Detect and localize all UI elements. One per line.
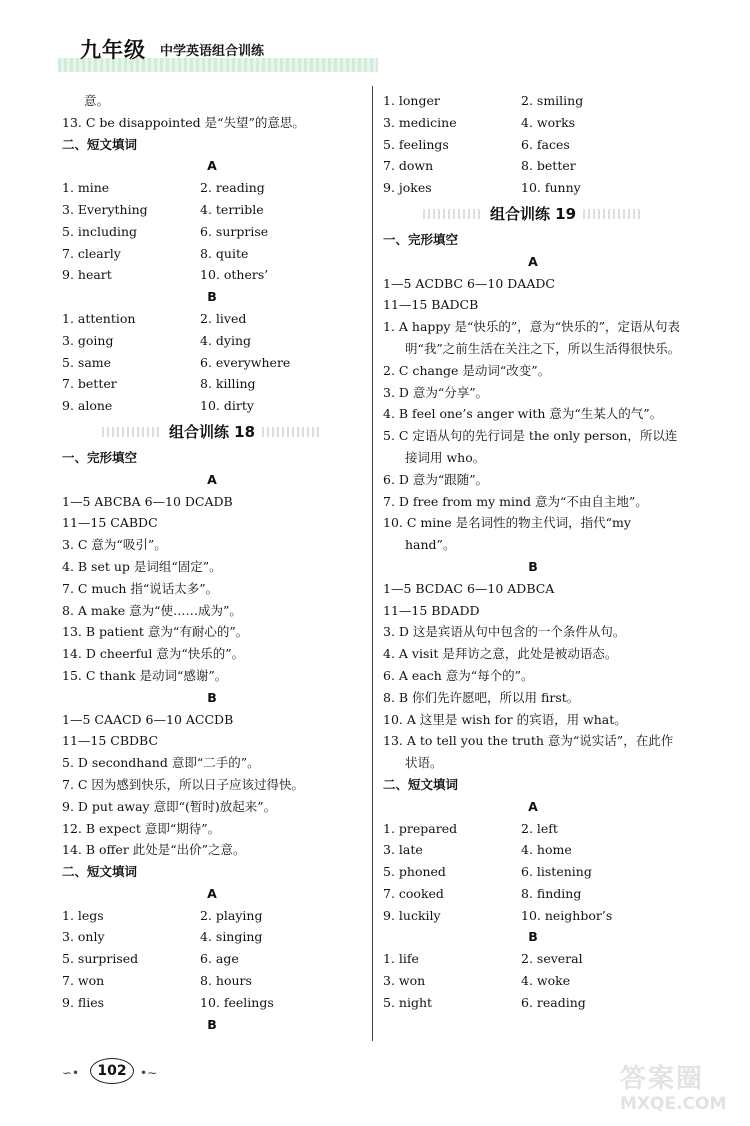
text-line: 意。 (84, 93, 110, 108)
answer: 7. clearly (62, 245, 121, 261)
answer: 8. finding (521, 885, 582, 901)
answer: 2. lived (200, 310, 247, 326)
answer-list (62, 905, 362, 1014)
page-header (58, 32, 388, 76)
explanation: 14. B offer 此处是“出价”之意。 (62, 842, 246, 858)
answer: 3. won (383, 973, 426, 989)
answer-row (62, 395, 362, 417)
answer-row (383, 90, 683, 112)
explanation: 7. C 因为感到快乐，所以日子应该过得快。 (62, 776, 304, 792)
answer-row (383, 861, 683, 883)
answer-key-line: 1—5 ABCBA 6—10 DCADB (62, 493, 233, 509)
answer: 10. others’ (200, 267, 269, 283)
answer-list (383, 818, 683, 927)
part-label: B (528, 929, 538, 945)
explanation: 4. A visit 是拜访之意，此处是被动语态。 (383, 646, 618, 662)
explanation: 15. C thank 是动词“感谢”。 (62, 667, 228, 683)
explanation: 7. C much 指“说话太多”。 (62, 580, 219, 596)
watermark (620, 1058, 740, 1118)
answer: 3. medicine (383, 114, 457, 130)
section-heading: 二、短文填词 (62, 136, 138, 152)
answer-row (62, 352, 362, 374)
answer: 7. down (383, 158, 434, 174)
answer: 6. surprise (200, 223, 269, 239)
answer: 5. night (383, 994, 433, 1010)
explanation: 8. A make 意为“使……成为”。 (62, 602, 242, 618)
answer-row (62, 221, 362, 243)
answer-row (383, 112, 683, 134)
section-heading: 一、完形填空 (62, 449, 138, 465)
answer-row (62, 199, 362, 221)
explanation: 13. B patient 意为“有耐心的”。 (62, 624, 249, 640)
right-column (383, 90, 683, 1014)
part-label: B (207, 689, 217, 705)
answer-key-line: 1—5 BCDAC 6—10 ADBCA (383, 580, 555, 596)
answer-row (62, 373, 362, 395)
answer: 3. late (383, 842, 423, 858)
explanation: 10. C mine 是名词性的物主代词，指代“my hand”。 (383, 515, 631, 553)
answer: 4. terrible (200, 201, 264, 217)
answer-row (383, 970, 683, 992)
answer-row (383, 992, 683, 1014)
answer-row (383, 948, 683, 970)
answer: 6. reading (521, 994, 586, 1010)
explanation: 12. B expect 意即“期待”。 (62, 820, 221, 836)
explanation: 4. B set up 是词组“固定”。 (62, 558, 222, 574)
explanation: 3. C 意为“吸引”。 (62, 537, 167, 553)
explanation: 3. D 这是宾语从句中包含的一个条件从句。 (383, 624, 626, 640)
answer-row (62, 243, 362, 265)
answer: 7. cooked (383, 885, 444, 901)
answer: 1. mine (62, 180, 110, 196)
flourish-icon: ∽• (62, 1066, 80, 1080)
answer-list (62, 177, 362, 286)
answer-key-line: 11—15 CABDC (62, 515, 158, 531)
answer: 1. legs (62, 907, 104, 923)
part-label: A (207, 471, 217, 487)
answer-key-line: 11—15 BDADD (383, 602, 480, 618)
page-number-badge: 102 (90, 1058, 134, 1084)
answer: 1. longer (383, 93, 440, 108)
grade-title: 九年级 (80, 38, 146, 62)
part-label: A (207, 158, 217, 174)
section-title-text: 组合训练 19 (484, 205, 582, 223)
answer: 9. alone (62, 398, 113, 414)
explanation: 6. D 意为“跟随”。 (383, 471, 489, 487)
answer: 5. feelings (383, 136, 449, 152)
section-title (383, 199, 683, 229)
explanation: 7. D free from my mind 意为“不由自主地”。 (383, 493, 648, 509)
answer: 2. smiling (521, 93, 584, 108)
answer-row (62, 177, 362, 199)
watermark-url: MXQE.COM (620, 1094, 727, 1114)
answer-row (62, 970, 362, 992)
answer-row (383, 155, 683, 177)
part-label: A (528, 253, 538, 269)
answer: 9. luckily (383, 907, 441, 923)
answer-list (62, 308, 362, 417)
section-heading: 二、短文填词 (383, 776, 459, 792)
answer-row (383, 818, 683, 840)
section-heading: 一、完形填空 (383, 231, 459, 247)
part-label: B (207, 289, 217, 305)
page-number (60, 1058, 170, 1086)
answer-row (62, 905, 362, 927)
answer: 5. same (62, 354, 112, 370)
answer: 3. Everything (62, 201, 148, 217)
answer: 7. better (62, 376, 117, 392)
answer: 4. home (521, 842, 572, 858)
explanation: 8. B 你们先许愿吧，所以用 first。 (383, 689, 580, 705)
answer-row (62, 330, 362, 352)
answer: 10. dirty (200, 398, 254, 414)
answer: 8. hours (200, 973, 252, 989)
answer-key-line: 11—15 CBDBC (62, 733, 159, 749)
explanation: 2. C change 是动词“改变”。 (383, 362, 551, 378)
text-line: 13. C be disappointed 是“失望”的意思。 (62, 114, 305, 130)
series-title: 中学英语组合训练 (160, 44, 265, 59)
explanation: 13. A to tell you the truth 意为“说实话”，在此作状语。 (383, 733, 674, 771)
explanation: 1. A happy 是“快乐的”，意为“快乐的”，定语从句表明“我”之前生活在关注之下，所以生活得很快乐。 (383, 319, 681, 356)
answer-key-line: 11—15 BADCB (383, 297, 479, 313)
part-label: B (528, 558, 538, 574)
answer: 6. everywhere (200, 354, 291, 370)
answer: 3. going (62, 332, 114, 348)
explanation: 9. D put away 意即“(暂时)放起来”。 (62, 798, 277, 814)
answer: 1. life (383, 951, 419, 967)
answer: 6. listening (521, 864, 592, 880)
answer: 1. prepared (383, 820, 458, 836)
answer: 2. left (521, 820, 558, 836)
answer: 8. quite (200, 245, 249, 261)
answer-row (383, 883, 683, 905)
answer: 5. including (62, 223, 138, 239)
explanation: 5. C 定语从句的先行词是 the only person，所以连接词用 who。 (383, 428, 678, 465)
answer-row (383, 905, 683, 927)
answer-row (62, 308, 362, 330)
answer: 8. killing (200, 376, 256, 392)
answer: 7. won (62, 973, 105, 989)
section-title-text: 组合训练 18 (163, 423, 261, 441)
answer: 4. singing (200, 929, 263, 945)
left-column (62, 90, 362, 1035)
answer-row (62, 948, 362, 970)
explanation: 6. A each 意为“每个的”。 (383, 667, 534, 683)
answer: 10. funny (521, 180, 581, 196)
answer-list (383, 948, 683, 1013)
section-title (62, 417, 362, 447)
part-label: B (207, 1016, 217, 1032)
answer: 6. age (200, 951, 239, 967)
answer-row (383, 839, 683, 861)
answer: 10. feelings (200, 994, 274, 1010)
answer: 4. woke (521, 973, 571, 989)
answer: 9. jokes (383, 180, 432, 196)
answer: 3. only (62, 929, 105, 945)
answer: 4. dying (200, 332, 252, 348)
answer-row (383, 177, 683, 199)
section-heading: 二、短文填词 (62, 864, 138, 880)
answer: 2. several (521, 951, 583, 967)
answer-row (62, 264, 362, 286)
explanation: 5. D secondhand 意即“二手的”。 (62, 755, 260, 771)
answer-row (62, 992, 362, 1014)
explanation: 14. D cheerful 意为“快乐的”。 (62, 646, 245, 662)
answer: 9. heart (62, 267, 112, 283)
part-label: A (207, 885, 217, 901)
flourish-icon: •∼ (140, 1066, 158, 1080)
answer: 5. surprised (62, 951, 139, 967)
answer-list (383, 90, 683, 199)
answer-row (383, 134, 683, 156)
watermark-logo-text: 答案圈 (620, 1064, 705, 1094)
answer-key-line: 1—5 CAACD 6—10 ACCDB (62, 711, 234, 727)
answer-key-line: 1—5 ACDBC 6—10 DAADC (383, 275, 555, 291)
answer: 9. flies (62, 994, 105, 1010)
answer: 2. reading (200, 180, 265, 196)
column-divider (372, 86, 373, 1041)
answer: 6. faces (521, 136, 570, 152)
answer: 2. playing (200, 907, 263, 923)
answer-row (62, 926, 362, 948)
answer: 10. neighbor’s (521, 907, 613, 923)
answer: 8. better (521, 158, 576, 174)
explanation: 3. D 意为“分享”。 (383, 384, 489, 400)
answer: 4. works (521, 114, 576, 130)
answer: 1. attention (62, 310, 136, 326)
answer: 5. phoned (383, 864, 446, 880)
explanation: 10. A 这里是 wish for 的宾语，用 what。 (383, 711, 627, 727)
explanation: 4. B feel one’s anger with 意为“生某人的气”。 (383, 406, 663, 422)
part-label: A (528, 798, 538, 814)
